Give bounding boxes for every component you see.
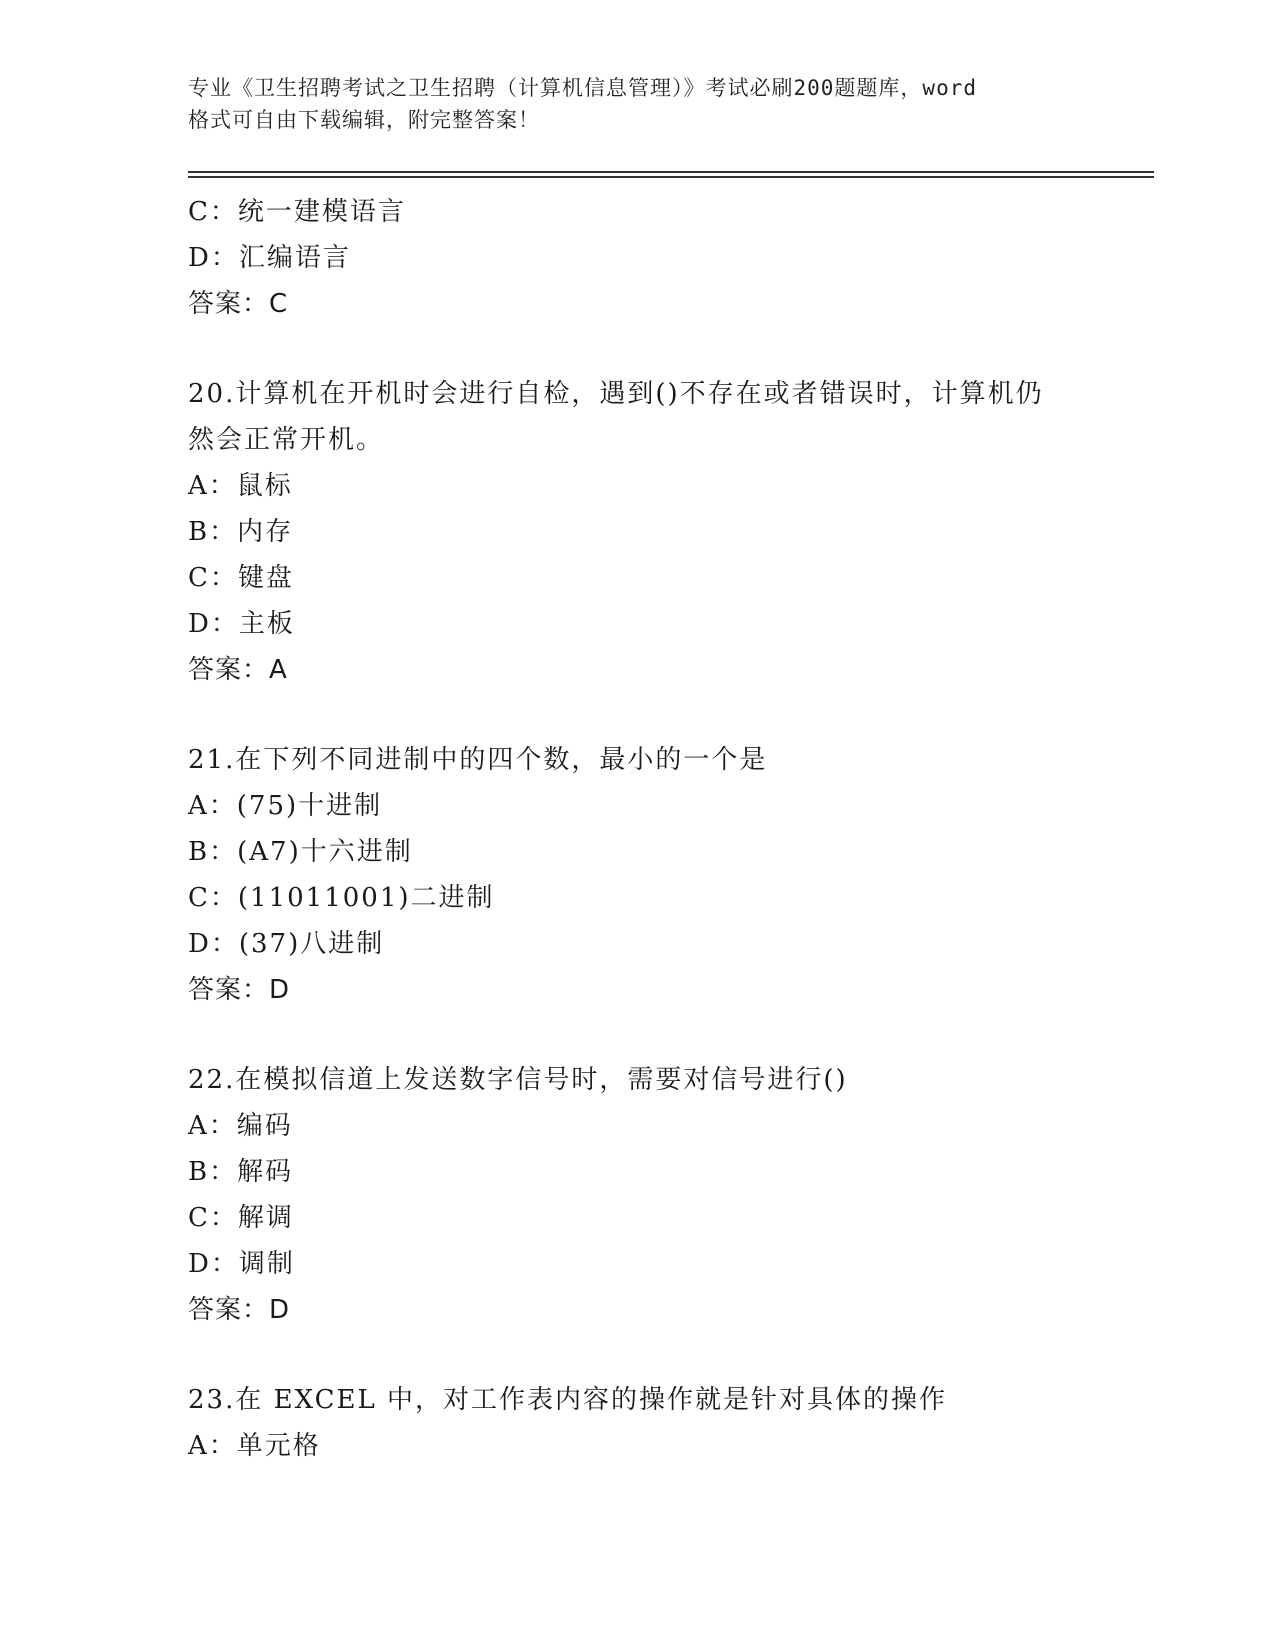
question-stem: 22.在模拟信道上发送数字信号时，需要对信号进行() [188,1065,848,1095]
answer: 答案：D [188,975,291,1005]
option-d: D：(37)八进制 [188,929,385,959]
option-a: A：编码 [188,1111,293,1141]
header-line-1: 专业《卫生招聘考试之卫生招聘（计算机信息管理）》考试必刷200题题库，word [188,76,977,100]
question-stem: 然会正常开机。 [188,425,385,455]
answer: 答案：A [188,655,288,685]
option-c: C：解调 [188,1203,294,1233]
option-d: D：主板 [188,609,295,639]
option-b: B：(A7)十六进制 [188,837,413,867]
answer: 答案：D [188,1295,291,1325]
question-stem: 20.计算机在开机时会进行自检，遇到()不存在或者错误时，计算机仍 [188,379,1044,409]
header-divider-bottom [188,176,1154,178]
question-21 [188,737,1088,1013]
question-stem: 23.在 EXCEL 中，对工作表内容的操作就是针对具体的操作 [188,1385,948,1415]
question-23 [188,1377,1088,1469]
option-c: C：(11011001)二进制 [188,883,495,913]
option-b: B：解码 [188,1157,294,1187]
question-19-continuation [188,189,1088,327]
option-d: D：汇编语言 [188,243,351,273]
option-c: C：键盘 [188,563,294,593]
header-divider-top [188,171,1154,173]
document-header [188,72,1088,136]
question-stem: 21.在下列不同进制中的四个数，最小的一个是 [188,745,768,775]
answer: 答案：C [188,289,289,319]
option-a: A：鼠标 [188,471,293,501]
option-b: B：内存 [188,517,294,547]
option-a: A：单元格 [188,1431,321,1461]
option-a: A：(75)十进制 [188,791,383,821]
question-20 [188,371,1088,693]
header-line-2: 格式可自由下载编辑，附完整答案！ [188,108,540,132]
option-c: C：统一建模语言 [188,197,406,227]
question-list [188,189,1088,1469]
option-d: D：调制 [188,1249,295,1279]
question-22 [188,1057,1088,1333]
